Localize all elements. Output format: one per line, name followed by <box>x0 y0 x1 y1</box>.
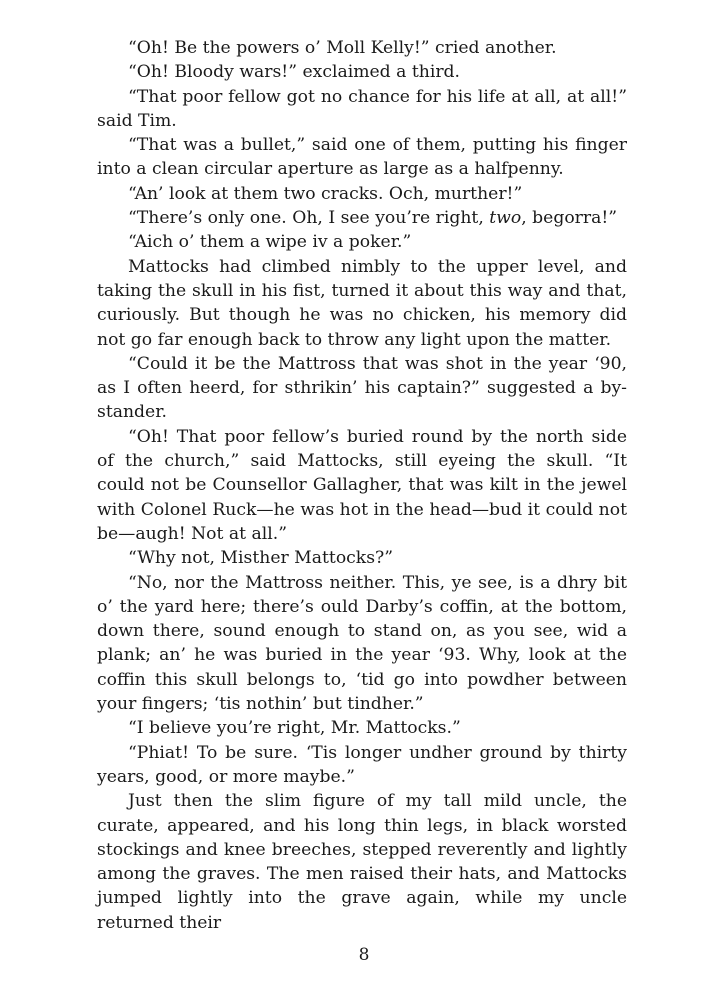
paragraph-6-after: , begorra!” <box>521 208 618 229</box>
paragraph-11: “Why not, Misther Mattocks?” <box>128 548 394 569</box>
paragraph-13: “I believe you’re right, Mr. Mattocks.” <box>128 718 461 739</box>
paragraph-6 <box>97 206 627 230</box>
paragraph-3: “That poor fellow got no chance for his life at all, at all!” said Tim. <box>97 86 627 131</box>
paragraph-15: Just then the slim figure of my tall mild uncle, the curate, appeared, and his long thin legs, in black worsted stockings and knee breeches, stepped reverently and lightly among the graves. The men raised their hats, and Mattocks jumped lightly into the grave again, while my uncle returned their <box>97 791 627 933</box>
paragraph-10: “Oh! That poor fellow’s buried round by the north side of the church,” said Mattocks, still eyeing the skull. “It could not be Counsellor Gallagher, that was kilt in the jewel with Colonel Ruck—he was hot in the head—bud it could not be—augh! Not at all.” <box>97 426 627 544</box>
paragraph-14: “Phiat! To be sure. ‘Tis longer undher ground by thirty years, good, or more maybe.” <box>97 742 627 787</box>
page-body <box>97 36 627 935</box>
page-number: 8 <box>358 945 370 965</box>
paragraph-5: “An’ look at them two cracks. Och, murther!” <box>128 183 523 204</box>
paragraph-7: “Aich o’ them a wipe iv a poker.” <box>128 232 412 253</box>
paragraph-1: “Oh! Be the powers o’ Moll Kelly!” cried another. <box>128 38 557 58</box>
paragraph-4: “That was a bullet,” said one of them, putting his finger into a clean circular aperture as large as a halfpenny. <box>97 135 627 180</box>
paragraph-9: “Could it be the Mattross that was shot in the year ‘90, as I often heerd, for sthrikin’ his captain?” suggested a by-stander. <box>97 353 627 423</box>
paragraph-8: Mattocks had climbed nimbly to the upper level, and taking the skull in his fist, turned it about this way and that, curiously. But though he was no chicken, his memory did not go far enough back to throw any light upon the matter. <box>97 256 627 350</box>
paragraph-6-before: “There’s only one. Oh, I see you’re right, <box>128 208 490 229</box>
paragraph-12: “No, nor the Mattross neither. This, ye see, is a dhry bit o’ the yard here; there’s ould Darby’s coffin, at the bottom, down there, sound enough to stand on, as you see, wid a plank; an’ he was buried in the year ‘93. Why, look at the coffin this skull belongs to, ‘tid go into powdher between your fingers; ‘tis nothin’ but tindher.” <box>97 572 627 715</box>
paragraph-2: “Oh! Bloody wars!” exclaimed a third. <box>128 62 461 83</box>
paragraph-6-emphasis: two <box>489 208 522 229</box>
